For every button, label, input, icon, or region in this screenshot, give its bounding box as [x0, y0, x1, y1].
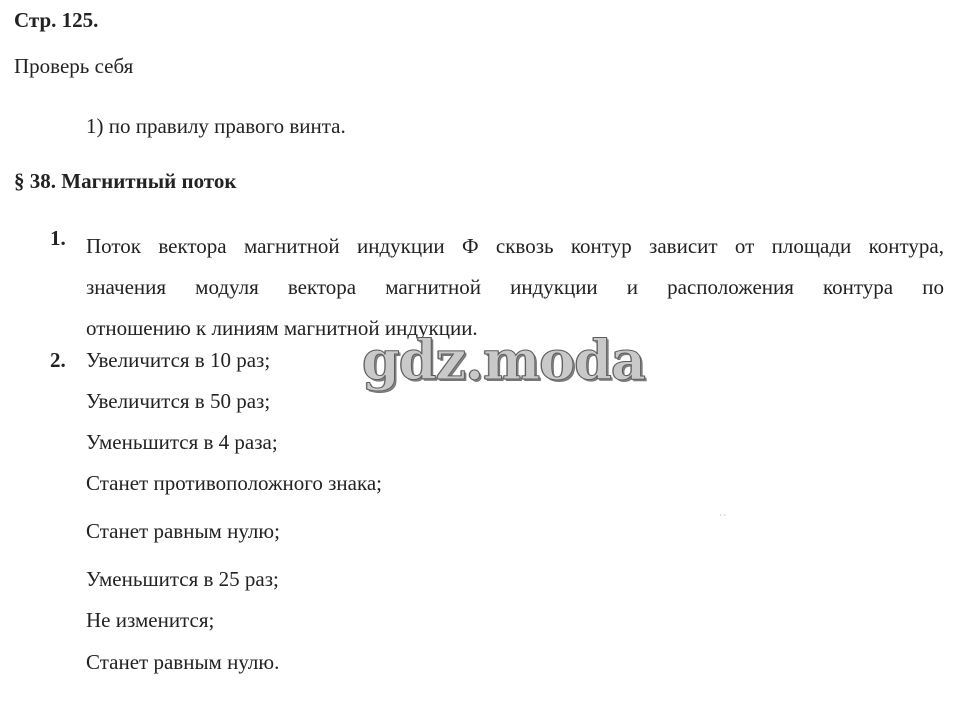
section-heading: § 38. Магнитный поток: [14, 169, 237, 193]
question-1-line: Поток вектора магнитной индукции Ф сквозь контур зависит от площади контура,: [86, 234, 944, 258]
question-1-line: значения модуля вектора магнитной индукции и расположения контура по: [86, 275, 944, 299]
scan-artifact: · ·: [719, 511, 727, 520]
list-item: Увеличится в 50 раз;: [86, 389, 271, 413]
list-item: Увеличится в 10 раз;: [86, 348, 271, 372]
list-item: Уменьшится в 4 раза;: [86, 430, 278, 454]
question-2-number: 2.: [50, 348, 66, 372]
list-item: Станет равным нулю;: [86, 519, 280, 543]
question-1-number: 1.: [50, 226, 66, 250]
page-heading: Стр. 125.: [14, 8, 99, 32]
check-yourself-answer: 1) по правилу правого винта.: [86, 114, 346, 138]
list-item: Станет противоположного знака;: [86, 471, 383, 495]
watermark-logo: gdz.moda: [362, 328, 645, 392]
check-yourself-heading: Проверь себя: [14, 54, 134, 78]
list-item: Уменьшится в 25 раз;: [86, 567, 279, 591]
list-item: Не изменится;: [86, 608, 215, 632]
question-1-line: отношению к линиям магнитной индукции.: [86, 316, 478, 340]
list-item: Станет равным нулю.: [86, 650, 280, 674]
